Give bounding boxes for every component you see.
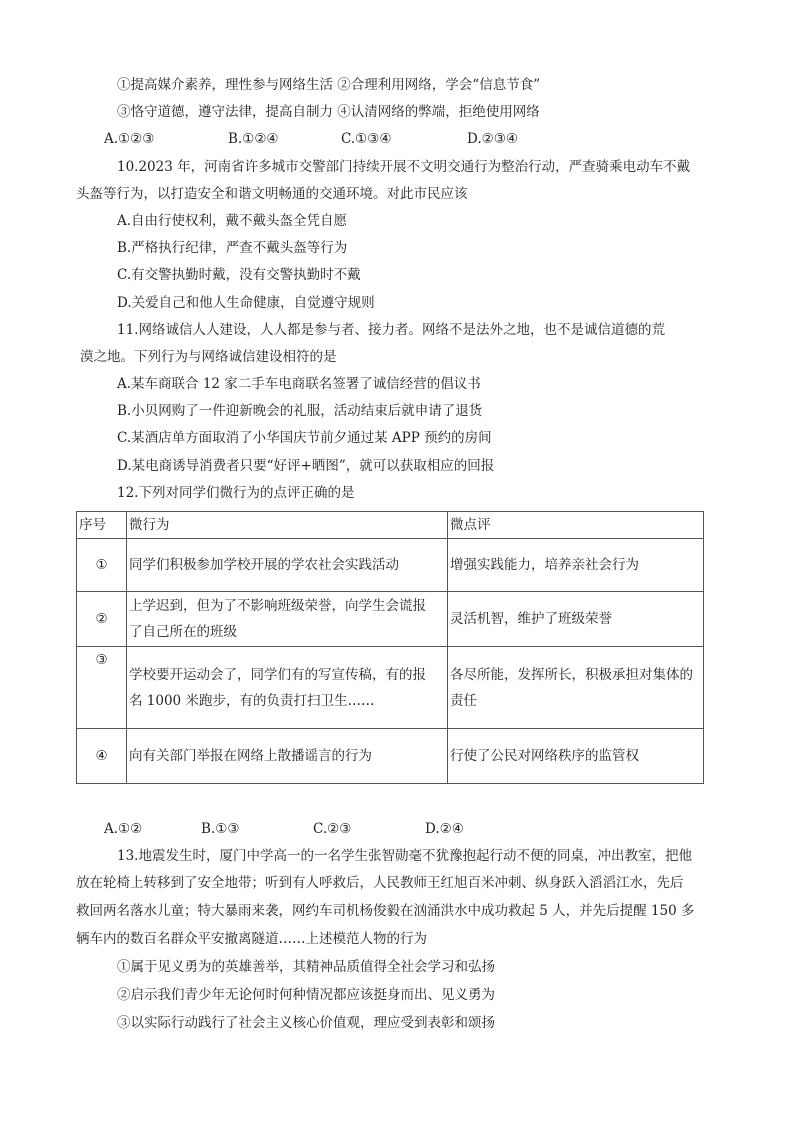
q13-statement-2: ②启示我们青少年无论何时何种情况都应该挺身而出、见义勇为 [117,987,495,1003]
q9-choice-d: D.②③④ [467,131,518,147]
row-comment-line: 各尽所能，发挥所长，积极承担对集体的 [450,666,693,683]
row-comment-line: 增强实践能力，培养亲社会行为 [450,557,639,573]
q12-choices [104,819,464,839]
q9-choice-a: A.①②③ [104,131,155,147]
row-action [127,647,448,729]
q9-statement-3: ③恪守道德，遵守法律，提高自制力 [117,104,333,120]
q11-option-d: D.某电商诱导消费者只要“好评+晒图”，就可以获取相应的回报 [117,458,495,474]
q11-option-c: C.某酒店单方面取消了小华国庆节前夕通过某 APP 预约的房间 [117,430,492,446]
q12-stem: 12.下列对同学们微行为的点评正确的是 [117,485,355,501]
row-action-line: 同学们积极参加学校开展的学农社会实践活动 [129,557,399,573]
header-number: 序号 [77,512,127,539]
row-comment [448,539,704,592]
q9-statement-1: ①提高媒介素养，理性参与网络生活 [117,77,333,93]
row-comment-line: 责任 [450,692,477,709]
table-row [77,539,704,592]
q9-statement-4: ④认清网络的弊端，拒绝使用网络 [337,104,540,120]
row-action-line: 向有关部门举报在网络上散播谣言的行为 [129,748,372,764]
q11-option-a: A.某车商联合 12 家二手车电商联名签署了诚信经营的倡议书 [117,376,481,392]
row-action-line: 了自己所在的班级 [129,624,237,640]
q9-statements-row-2 [117,102,540,122]
header-comment: 微点评 [448,512,704,539]
q11-stem-line-2: 漠之地。下列行为与网络诚信建设相符的是 [80,349,337,365]
q10-option-c: C.有交警执勤时戴，没有交警执勤时不戴 [117,267,361,283]
row-action [127,592,448,647]
q12-table [76,511,704,784]
header-action: 微行为 [127,512,448,539]
row-comment-line: 灵活机智，维护了班级荣誉 [450,611,612,627]
row-comment [448,647,704,729]
q9-statement-2: ②合理利用网络，学会“信息节食” [337,77,541,93]
row-comment [448,592,704,647]
table-row [77,647,704,729]
row-number: ① [77,539,127,592]
q11-option-b: B.小贝网购了一件迎新晚会的礼服，活动结束后就申请了退货 [117,403,483,419]
q10-option-a: A.自由行使权利，戴不戴头盔全凭自愿 [117,213,348,229]
q12-choice-d: D.②④ [425,821,464,837]
q12-choice-a: A.①② [104,821,143,837]
q13-statement-3: ③以实际行动践行了社会主义核心价值观，理应受到表彰和颂扬 [117,1015,495,1031]
q10-stem-line-1: 10.2023 年，河南省许多城市交警部门持续开展不文明交通行为整治行动，严查骑乘电动车不戴 [117,159,691,175]
q9-choice-c: C.①③④ [341,131,392,147]
row-action-line: 上学迟到，但为了不影响班级荣誉，向学生会谎报 [129,598,426,614]
row-comment-line: 行使了公民对网络秩序的监管权 [450,748,639,764]
row-comment [448,729,704,784]
q13-stem-line-3: 救回两名落水儿童；特大暴雨来袭，网约车司机杨俊毅在汹涌洪水中成功救起 5 人，并先后提醒 150 多 [76,903,695,919]
row-action [127,729,448,784]
q10-option-b: B.严格执行纪律，严查不戴头盔等行为 [117,240,348,256]
row-number: ② [77,592,127,647]
row-action-line: 名 1000 米跑步，有的负责打扫卫生…… [129,692,375,709]
q12-choice-b: B.①③ [201,821,240,837]
q9-statements-row-1 [117,75,540,95]
table-row [77,592,704,647]
row-action-line: 学校要开运动会了，同学们有的写宣传稿，有的报 [129,666,426,683]
row-number: ④ [77,729,127,784]
q13-statement-1: ①属于见义勇为的英雄善举，其精神品质值得全社会学习和弘扬 [117,959,495,975]
q13-stem-line-1: 13.地震发生时，厦门中学高一的一名学生张智勋毫不犹豫抱起行动不便的同桌，冲出教室，把他 [117,848,692,864]
q9-choice-b: B.①②④ [228,131,279,147]
row-number: ③ [77,647,127,729]
table-row [77,729,704,784]
q13-stem-line-2: 放在轮椅上转移到了安全地带；听到有人呼救后，人民教师王红旭百米冲刺、纵身跃入滔滔江水，先后 [76,875,684,891]
q10-stem-line-2: 头盔等行为，以打造安全和谐文明畅通的交通环境。对此市民应该 [76,186,468,202]
q12-choice-c: C.②③ [313,821,352,837]
q11-stem-line-1: 11.网络诚信人人建设，人人都是参与者、接力者。网络不是法外之地，也不是诚信道德的荒 [117,322,665,338]
q13-stem-line-4: 辆车内的数百名群众平安撤离隧道……上述模范人物的行为 [76,931,427,947]
q10-option-d: D.关爱自己和他人生命健康，自觉遵守规则 [117,295,375,311]
table-header-row [77,512,704,539]
q9-choices [104,129,518,149]
row-action [127,539,448,592]
